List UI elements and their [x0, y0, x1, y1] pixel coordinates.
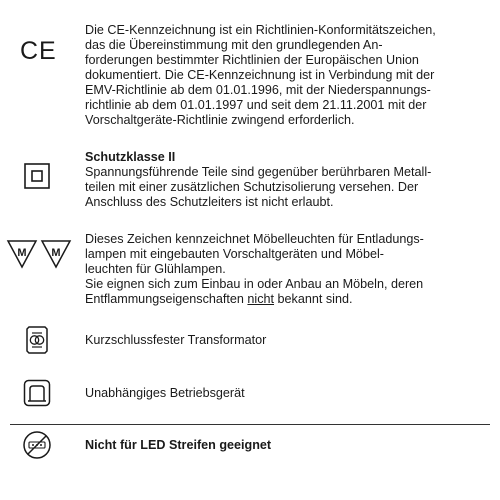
text-line: richtlinie ab dem 01.01.1997 und seit dem 21.11.2001 mit der: [85, 98, 427, 112]
furniture-description: [85, 232, 490, 307]
divider: [10, 424, 490, 425]
underlined-word: nicht: [247, 292, 275, 306]
text-line: teilen mit einer zusätzlichen Schutzisolierung versehen. Der: [85, 180, 419, 194]
no-led-strip-description: [85, 438, 490, 453]
svg-text:M: M: [17, 247, 27, 259]
short-circuit-proof-transformer-icon: [25, 325, 49, 355]
protection-class-description: [85, 150, 490, 210]
control-gear-description: [85, 386, 490, 401]
section-title: Schutzklasse II: [85, 150, 176, 164]
text-line: EMV-Richtlinie ab dem 01.01.1996, mit der Niederspannungs-: [85, 83, 431, 97]
svg-text:CE: CE: [20, 38, 57, 62]
text-line: dokumentiert. Die CE-Kennzeichnung ist in Verbindung mit der: [85, 68, 435, 82]
text-fragment: Entflammungseigenschaften: [85, 292, 248, 306]
text-line: Spannungsführende Teile sind gegenüber berührbaren Metall-: [85, 165, 432, 179]
text-line: Die CE-Kennzeichnung ist ein Richtlinien-Konformitätszeichen,: [85, 23, 436, 37]
ce-mark-icon: [20, 38, 58, 62]
text-line: Nicht für LED Streifen geeignet: [85, 438, 272, 452]
protection-class-2-icon: [24, 163, 50, 189]
no-led-strip-icon: [22, 430, 52, 460]
text-line: [85, 292, 490, 307]
text-line: forderungen bestimmter Richtlinien der Europäischen Union: [85, 53, 419, 67]
text-line: leuchten für Glühlampen.: [85, 262, 226, 276]
svg-text:M: M: [51, 247, 61, 259]
text-line: Kurzschlussfester Transformator: [85, 333, 267, 347]
text-fragment: bekannt sind.: [274, 292, 353, 306]
independent-control-gear-icon: [23, 379, 51, 407]
text-line: Unabhängiges Betriebsgerät: [85, 386, 245, 400]
ce-description: [85, 23, 490, 128]
text-line: Anschluss des Schutzleiters ist nicht erlaubt.: [85, 195, 334, 209]
furniture-mounting-m-icon: [6, 239, 72, 269]
text-line: Vorschaltgeräte-Richtlinie zwingend erforderlich.: [85, 113, 355, 127]
text-line: Sie eignen sich zum Einbau in oder Anbau an Möbeln, deren: [85, 277, 424, 291]
transformer-description: [85, 333, 490, 348]
text-line: Dieses Zeichen kennzeichnet Möbelleuchten für Entladungs-: [85, 232, 424, 246]
text-line: lampen mit eingebauten Vorschaltgeräten und Möbel-: [85, 247, 384, 261]
text-line: das die Übereinstimmung mit den grundlegenden An-: [85, 38, 383, 52]
